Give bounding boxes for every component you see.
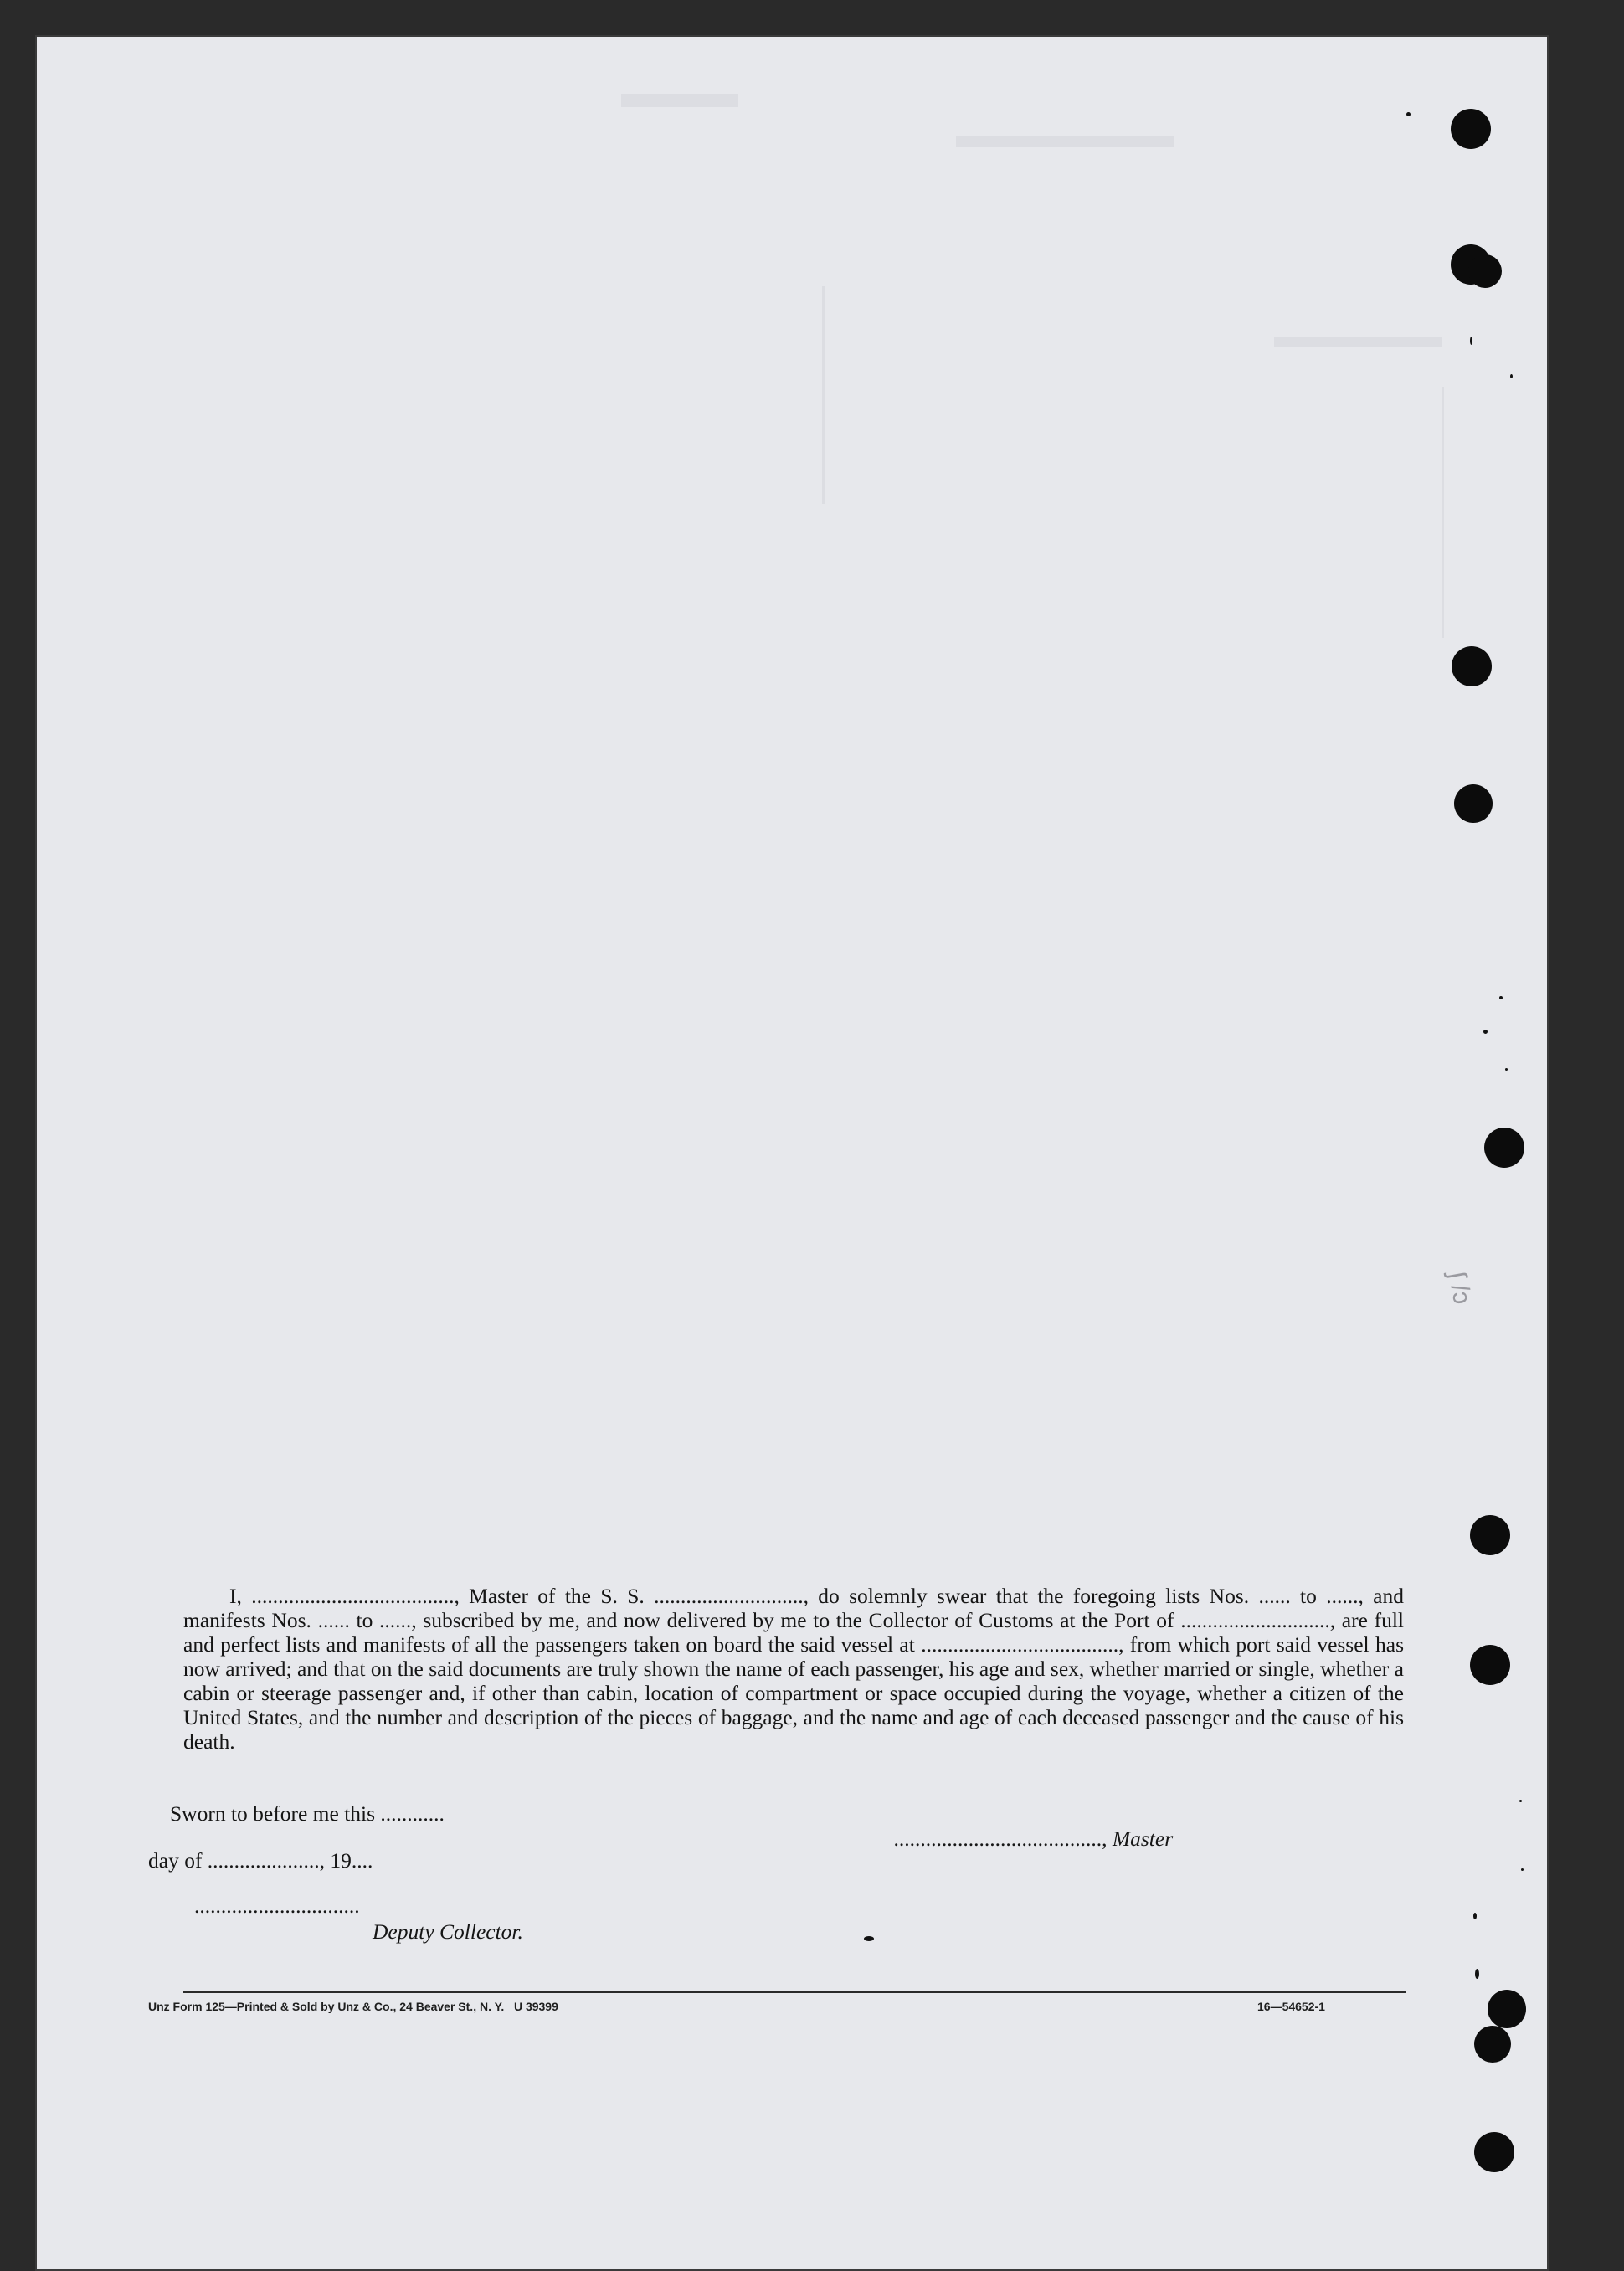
punch-hole [1470,1645,1510,1685]
punch-hole [1484,1128,1524,1168]
ink-speck [1499,996,1503,999]
ink-speck [1483,1030,1488,1034]
deputy-collector-label: Deputy Collector. [373,1919,523,1944]
punch-hole [1468,254,1502,288]
bleed-through-mark [1442,387,1444,638]
ink-speck [1475,1969,1479,1979]
form-number: 16—54652-1 [1257,2000,1325,2013]
document-page [35,35,1549,2271]
master-dots: ......................................., [893,1827,1113,1851]
collector-signature-dots: ............................... [194,1893,360,1918]
punch-hole [1474,2026,1511,2063]
bleed-through-mark [621,94,738,107]
ink-speck [1519,1800,1522,1802]
oath-paragraph: I, ......................................, Master of the S. S. ............................, do solemnly swear that the foregoing lists Nos. ...... to ......, and manifests Nos. ...... to ......, subscribed by me, and now delivered by me to the Collector of Customs at the Port of ............................, are full and perfect lists and manifests of all the passengers taken on board the said vessel at ....................................., from which port said vessel has now arrived; and that on the said documents are truly shown the name of each passenger, his age and sex, whether married or single, whether a cabin or steerage passenger and, if other than cabin, location of compartment or space occupied during the voyage, whether a citizen of the United States, and the number and description of the pieces of baggage, and the name and age of each deceased passenger and the cause of his death. [183,1584,1404,1754]
bleed-through-mark [956,136,1174,147]
ink-speck [1470,337,1472,345]
punch-hole [1474,2132,1514,2172]
punch-hole [1454,784,1493,823]
ink-speck [864,1936,874,1941]
master-label: Master [1112,1827,1174,1851]
bleed-through-mark [822,286,825,504]
punch-hole [1488,1990,1526,2028]
day-of-line: day of ....................., 19.... [148,1848,373,1873]
ink-speck [1505,1068,1508,1071]
footer-rule [183,1991,1406,1993]
pencil-mark: ʃ /ɔ [1443,1270,1477,1307]
sworn-line: Sworn to before me this ............ [170,1801,445,1826]
master-signature-line [872,1801,1173,1877]
bleed-through-mark [1274,337,1442,347]
punch-hole [1470,1515,1510,1555]
punch-hole [1452,646,1492,686]
ink-speck [1473,1913,1477,1919]
form-imprint: Unz Form 125—Printed & Sold by Unz & Co., 24 Beaver St., N. Y. U 39399 [148,2000,558,2013]
ink-speck [1406,112,1411,116]
oath-text [183,1584,1404,1754]
punch-hole [1451,109,1491,149]
ink-speck [1510,374,1513,378]
ink-speck [1521,1868,1524,1871]
